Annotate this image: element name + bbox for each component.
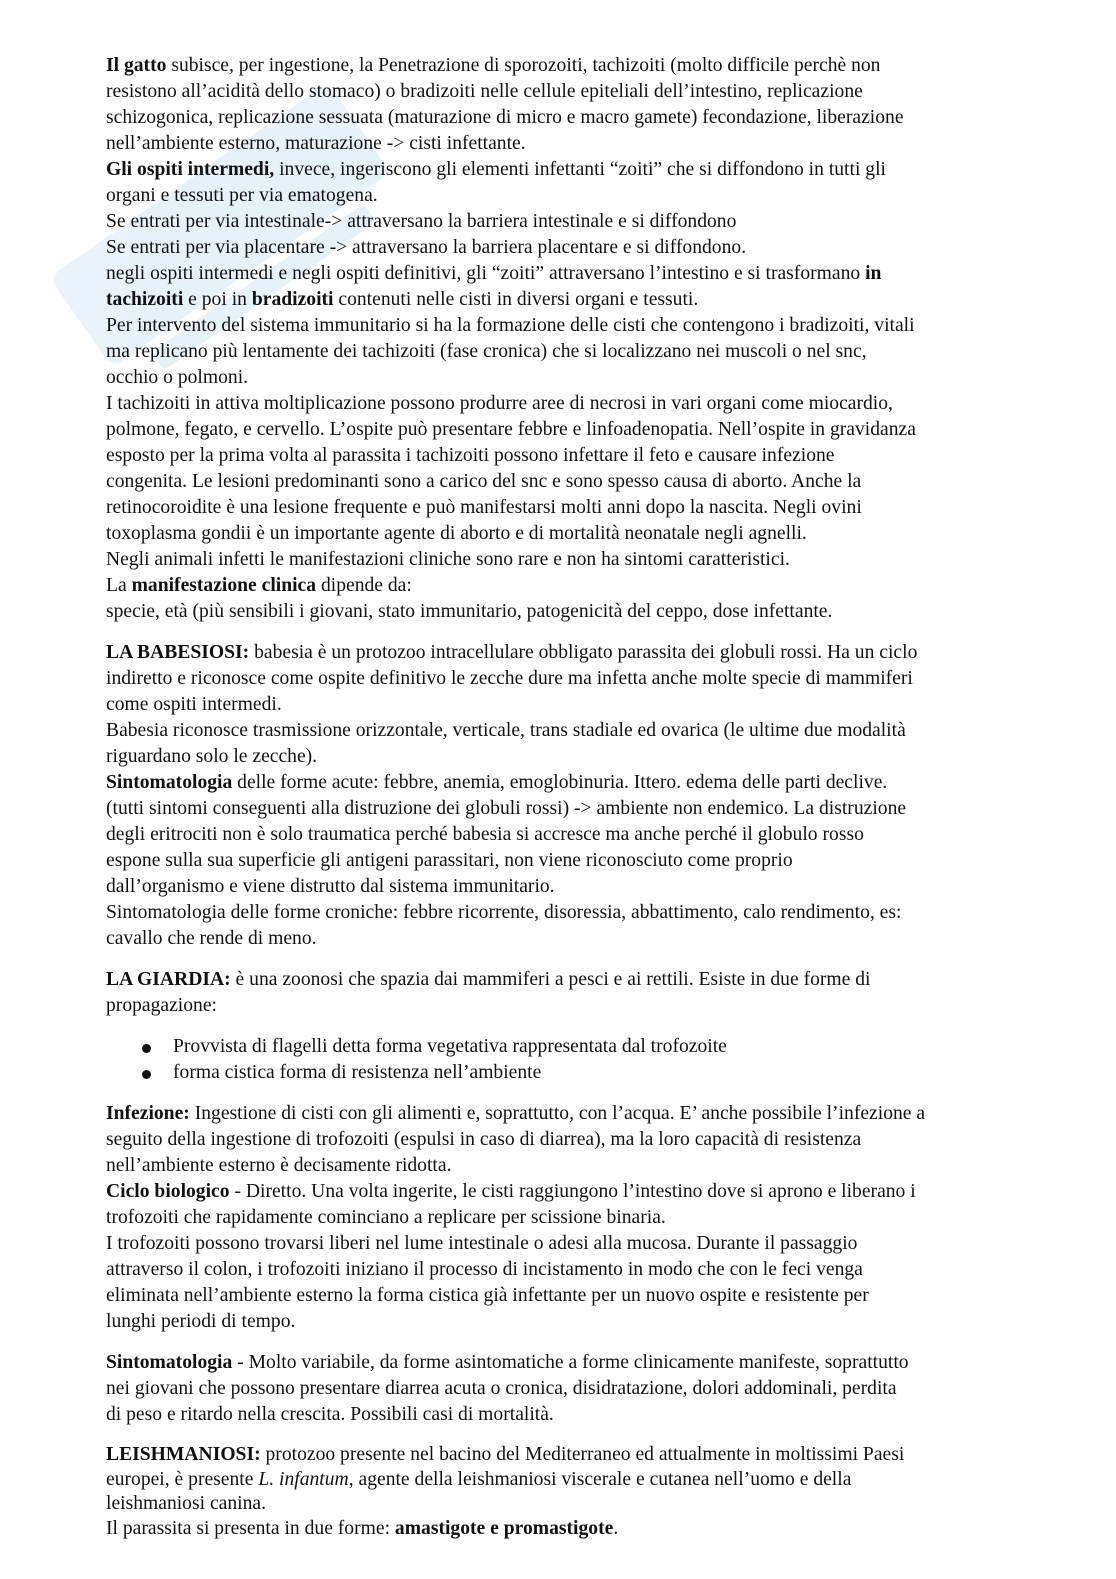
bold-text: Sintomatologia [106,772,233,793]
text-run: Ingestione di cisti con gli alimenti e, soprattutto, con l’acqua. E’ anche possibile l’infezione a [189,1103,926,1124]
text-line [106,770,1066,796]
paragraph [106,1443,1066,1542]
bold-text: LA BABESIOSI: [106,642,250,663]
text-line [106,1376,1066,1402]
text-run: dall’organismo e viene distrutto dal sistema immunitario. [106,876,555,897]
text-line [106,822,1066,848]
text-line [106,900,1066,926]
text-line [106,495,1066,521]
text-line [106,1101,1066,1127]
text-line [106,1283,1066,1309]
text-line [106,521,1066,547]
bold-text: in [865,263,882,284]
text-run: . [613,1518,619,1540]
text-run: Se entrati per via placentare -> attraversano la barriera placentare e si diffondono. [106,237,747,258]
text-line [106,339,1066,365]
text-run: trofozoiti che rapidamente cominciano a replicare per scissione binaria. [106,1207,666,1228]
text-run: babesia è un protozoo intracellulare obbligato parassita dei globuli rossi. Ha un ciclo [249,642,918,663]
text-run: (tutti sintomi conseguenti alla distruzione dei globuli rossi) -> ambiente non endemico. La distruzione [106,798,907,819]
text-line [106,1127,1066,1153]
text-line [106,79,1066,105]
text-line [106,796,1066,822]
text-line [106,744,1066,770]
paragraph-gap [106,952,1066,967]
document-body [106,53,1066,1542]
text-line [106,131,1066,157]
text-line [106,235,1066,261]
text-run: eliminata nell’ambiente esterno la forma cistica già infettante per un nuovo ospite e resistente per [106,1285,869,1306]
paragraph [106,1101,1066,1335]
text-run: seguito della ingestione di trofozoiti (espulsi in caso di diarrea), ma la loro capacità di resistenza [106,1129,862,1150]
text-run: toxoplasma gondii è un importante agente di aborto e di mortalità neonatale negli agnelli. [106,523,807,544]
text-line [106,1402,1066,1428]
text-run: riguardano solo le zecche). [106,746,318,767]
text-run: invece, ingeriscono gli elementi infettanti “zoiti” che si diffondono in tutti gli [274,159,886,180]
text-line [106,287,1066,313]
paragraph-gap [106,1086,1066,1101]
text-run: - Diretto. Una volta ingerite, le cisti raggiungono l’intestino dove si aprono e liberano i [229,1181,916,1202]
bold-text: tachizoiti [106,289,184,310]
paragraph-gap [106,1335,1066,1350]
bold-text: Ciclo biologico [106,1181,230,1202]
text-line [106,1443,1066,1468]
text-line [106,1468,1066,1493]
text-run: lunghi periodi di tempo. [106,1311,296,1332]
text-line [106,443,1066,469]
bold-text: Infezione: [106,1103,190,1124]
text-run: delle forme acute: febbre, anemia, emoglobinuria. Ittero. edema delle parti declive. [232,772,888,793]
text-line [106,365,1066,391]
bullet-list [106,1034,1066,1086]
text-line [106,261,1066,287]
text-run: resistono all’acidità dello stomaco) o bradizoiti nelle cellule epiteliali dell’intestino, replicazione [106,81,863,102]
list-item-text: forma cistica forma di resistenza nell’ambiente [173,1062,542,1083]
text-run: degli eritrociti non è solo traumatica perché babesia si accresce ma anche perché il globulo rosso [106,824,864,845]
text-line [106,1492,1066,1517]
text-line [106,417,1066,443]
text-line [106,1179,1066,1205]
text-run: Il parassita si presenta in due forme: [106,1518,395,1540]
bullet-icon [142,1044,151,1053]
text-run: come ospiti intermedi. [106,694,282,715]
text-run: espone sulla sua superficie gli antigeni parassitari, non viene riconosciuto come proprio [106,850,793,871]
text-run: subisce, per ingestione, la Penetrazione di sporozoiti, tachizoiti (molto difficile perchè non [166,55,881,76]
text-run: Per intervento del sistema immunitario si ha la formazione delle cisti che contengono i bradizoiti, vitali [106,315,915,336]
bold-text: manifestazione clinica [131,575,317,596]
text-line [106,391,1066,417]
text-run: negli ospiti intermedi e negli ospiti definitivi, gli “zoiti” attraversano l’intestino e si trasformano [106,263,866,284]
text-line [106,547,1066,573]
text-run: ma replicano più lentamente dei tachizoiti (fase cronica) che si localizzano nei muscoli o nel snc, [106,341,867,362]
text-line [106,469,1066,495]
text-line [106,53,1066,79]
text-line [106,692,1066,718]
paragraph [106,1350,1066,1428]
text-line [106,1517,1066,1542]
text-line [106,1231,1066,1257]
bold-text: LEISHMANIOSI: [106,1444,261,1465]
text-run: contenuti nelle cisti in diversi organi e tessuti. [333,289,699,310]
text-line [106,926,1066,952]
text-run: congenita. Le lesioni predominanti sono a carico del snc e sono spesso causa di aborto. Anche la [106,471,862,492]
bold-text: bradizoiti [251,289,334,310]
text-run: nell’ambiente esterno, maturazione -> cisti infettante. [106,133,526,154]
bold-text: amastigote e promastigote [394,1518,614,1540]
text-line [106,1257,1066,1283]
text-run: di peso e ritardo nella crescita. Possibili casi di mortalità. [106,1404,554,1425]
text-run: specie, età (più sensibili i giovani, stato immunitario, patogenicità del ceppo, dose infettante. [106,601,833,622]
text-line [106,874,1066,900]
text-line [106,105,1066,131]
paragraph [106,640,1066,952]
text-line [106,640,1066,666]
text-line [106,183,1066,209]
text-run: La [106,575,132,596]
text-run: I trofozoiti possono trovarsi liberi nel lume intestinale o adesi alla mucosa. Durante il passaggio [106,1233,858,1254]
bold-text: Il gatto [106,55,167,76]
text-line [106,209,1066,235]
text-line [106,1309,1066,1335]
text-line [106,993,1066,1019]
text-run: , agente della leishmaniosi viscerale e cutanea nell’uomo e della [348,1468,852,1490]
text-run: dipende da: [316,575,412,596]
text-run: protozoo presente nel bacino del Mediterraneo ed attualmente in moltissimi Paesi [260,1444,905,1465]
text-line [106,157,1066,183]
bold-text: Sintomatologia [106,1352,233,1373]
text-run: attraverso il colon, i trofozoiti iniziano il processo di incistamento in modo che con le feci venga [106,1259,863,1280]
text-run: Se entrati per via intestinale-> attraversano la barriera intestinale e si diffondono [106,211,737,232]
text-run: nei giovani che possono presentare diarrea acuta o cronica, disidratazione, dolori addominali, perdita [106,1378,897,1399]
text-line [106,967,1066,993]
text-line [106,313,1066,339]
text-line [106,1350,1066,1376]
text-line [106,848,1066,874]
text-run: propagazione: [106,995,217,1016]
text-run: schizogonica, replicazione sessuata (maturazione di micro e macro gamete) fecondazione, liberazione [106,107,904,128]
list-item [106,1034,1066,1060]
text-run: retinocoroidite è una lesione frequente e può manifestarsi molti anni dopo la nascita. Negli ovini [106,497,862,518]
text-line [106,1205,1066,1231]
text-line [106,599,1066,625]
text-run: leishmaniosi canina. [106,1493,266,1515]
text-run: I tachizoiti in attiva moltiplicazione possono produrre aree di necrosi in vari organi come miocardio, [106,393,893,414]
text-line [106,573,1066,599]
bullet-icon [142,1070,151,1079]
text-run: esposto per la prima volta al parassita i tachizoiti possono infettare il feto e causare infezione [106,445,835,466]
list-item-text: Provvista di flagelli detta forma vegetativa rappresentata dal trofozoite [173,1036,727,1057]
bold-text: LA GIARDIA: [106,969,231,990]
text-run: indiretto e riconosce come ospite definitivo le zecche dure ma infetta anche molte specie di mammiferi [106,668,913,689]
text-run: nell’ambiente esterno è decisamente ridotta. [106,1155,452,1176]
text-run: Sintomatologia delle forme croniche: febbre ricorrente, disoressia, abbattimento, calo rendimento, es: [106,902,902,923]
italic-text: L. infantum [258,1468,349,1490]
text-run: Babesia riconosce trasmissione orizzontale, verticale, trans stadiale ed ovarica (le ultime due modalità [106,720,906,741]
text-run: occhio o polmoni. [106,367,249,388]
paragraph [106,53,1066,625]
text-run: è una zoonosi che spazia dai mammiferi a pesci e ai rettili. Esiste in due forme di [230,969,871,990]
text-run: polmone, fegato, e cervello. L’ospite può presentare febbre e linfoadenopatia. Nell’ospite in gravidanza [106,419,916,440]
paragraph-gap [106,1019,1066,1034]
paragraph-gap [106,625,1066,640]
list-item [106,1060,1066,1086]
paragraph-gap [106,1428,1066,1443]
text-run: e poi in [183,289,252,310]
text-run: organi e tessuti per via ematogena. [106,185,378,206]
bold-text: Gli ospiti intermedi, [106,159,275,180]
text-run: europei, è presente [106,1468,259,1490]
text-run: cavallo che rende di meno. [106,928,317,949]
paragraph [106,967,1066,1019]
text-line [106,718,1066,744]
text-run: Negli animali infetti le manifestazioni cliniche sono rare e non ha sintomi caratteristici. [106,549,790,570]
text-line [106,666,1066,692]
text-run: - Molto variabile, da forme asintomatiche a forme clinicamente manifeste, soprattutto [232,1352,909,1373]
text-line [106,1153,1066,1179]
